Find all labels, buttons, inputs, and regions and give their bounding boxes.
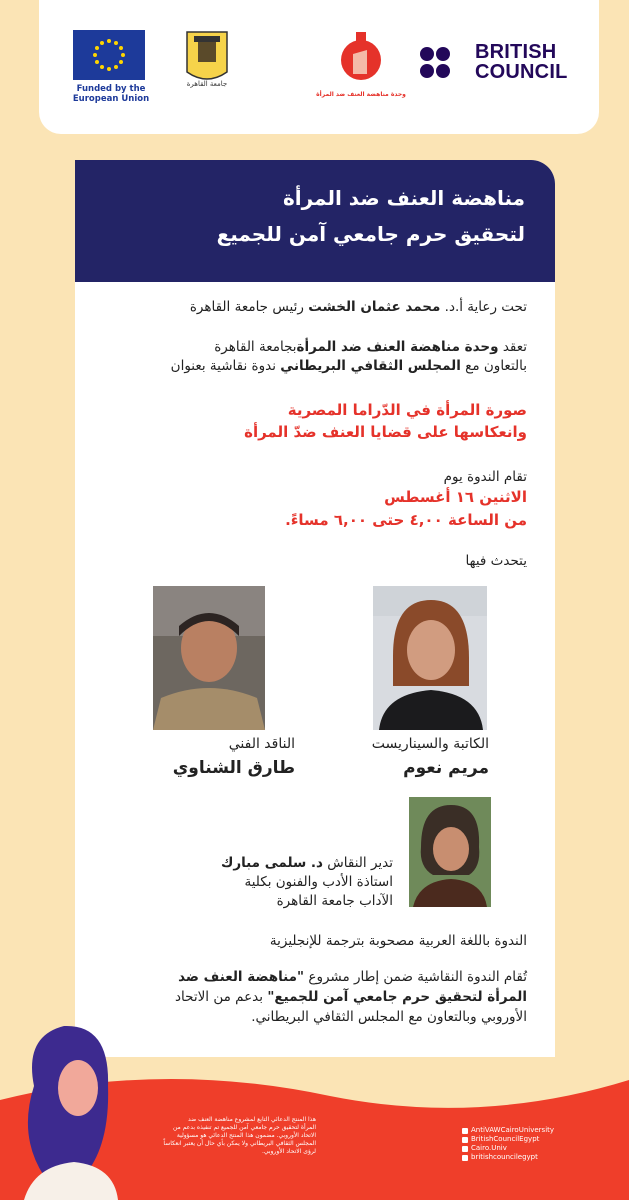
speaker-photo-tarek [153,586,265,730]
eu-caption: Funded by the European Union [72,84,150,104]
social-handle: Cairo.Univ [471,1144,507,1152]
instagram-icon [462,1155,468,1161]
speaker-role-mariam: الكاتبة والسيناريست [371,736,489,752]
footer-disclaimer [86,1116,316,1156]
moderator-prefix: تدير النقاش [327,855,393,871]
moderator-name: د. سلمى مبارك [220,855,323,871]
disclaimer-line: المجلس الثقافي البريطاني ولا يمكن بأي حال أن يعتبر انعكاساً [163,1140,316,1147]
social-handle: AntiVAWCairoUniversity [471,1126,555,1134]
project-name-part1: "مناهضة العنف ضد [178,969,305,985]
banner-title-line2: لتحقيق حرم جامعي آمن للجميع [216,222,525,246]
vaw-unit-logo-icon [316,30,406,106]
organizer-partner: المجلس الثقافي البريطاني [280,358,461,374]
speaker-name-mariam: مريم نعوم [403,758,489,778]
event-card [75,160,555,1057]
social-item-instagram-bc[interactable] [462,1153,554,1162]
patronage-prefix: تحت رعاية أ.د. [444,299,527,315]
header-logos [39,0,599,134]
british-council-line2: COUNCIL [475,61,568,83]
vaw-logo-text: وحدة مناهضة العنف ضد المرأة [316,91,406,98]
organizer-line2 [171,357,527,376]
social-handle: britishcouncilegypt [471,1153,538,1161]
cairo-university-logo-icon [184,28,230,90]
organizer-with: بالتعاون مع [465,358,527,374]
cairo-university-logo-text: جامعة القاهرة [186,80,228,88]
speakers-intro: يتحدث فيها [465,553,527,569]
patronage-name: محمد عثمان الخشت [308,299,441,315]
speaker-photo-mariam [373,586,487,730]
disclaimer-line: هذا المنتج الدعائي التابع لمشروع مناهضة العنف ضد [187,1116,316,1123]
event-date: الاثنين ١٦ أغسطس [384,488,527,506]
facebook-icon [462,1146,468,1152]
facebook-icon [462,1137,468,1143]
disclaimer-line: لرؤى الاتحاد الأوروبي. [261,1148,316,1155]
topic-line2: وانعكاسها على قضايا العنف ضدّ المرأة [244,423,527,441]
language-note: الندوة باللغة العربية مصحوبة بترجمة للإنجليزية [269,933,527,949]
project-note-line3: الأوروبي وبالتعاون مع المجلس الثقافي البريطاني. [251,1009,527,1025]
organizer-university: بجامعة القاهرة [214,339,297,355]
disclaimer-line: المرأة لتحقيق حرم جامعي آمن للجميع تم تنفيذه بدعم من [172,1124,316,1131]
organizer-unit: وحدة مناهضة العنف ضد المرأة [296,339,499,355]
banner-title-line1: مناهضة العنف ضد المرأة [282,186,525,210]
moderator-photo [409,797,491,907]
british-council-wordmark [475,42,568,82]
project-name-part2: المرأة لتحقيق حرم جامعي آمن للجميع" [267,989,527,1005]
facebook-icon [462,1128,468,1134]
topic-line1: صورة المرأة في الدّراما المصرية [287,401,527,419]
moderator-line1 [221,854,393,873]
speaker-name-tarek: طارق الشناوي [172,758,295,778]
moderator-line3: الآداب جامعة القاهرة [276,893,393,909]
speaker-role-tarek: الناقد الفني [228,736,295,752]
social-item-facebook-cu[interactable] [462,1144,554,1153]
patronage-suffix: رئيس جامعة القاهرة [189,299,304,315]
date-intro: تقام الندوة يوم [443,469,527,485]
project-note-line1 [178,968,527,987]
event-time: من الساعة ٤,٠٠ حتى ٦,٠٠ مساءً. [285,511,527,529]
social-item-facebook-bc[interactable] [462,1135,554,1144]
title-banner [75,160,555,282]
social-item-facebook-unit[interactable] [462,1126,554,1135]
project-note-intro: تُقام الندوة النقاشية ضمن إطار مشروع [308,969,527,985]
project-note-line2 [175,988,527,1007]
project-support: بدعم من الاتحاد [175,989,264,1005]
social-links [462,1126,554,1162]
organizer-verb: تعقد [502,339,527,355]
patronage-line [190,298,527,317]
british-council-line1: BRITISH [475,41,557,63]
eu-flag-icon [73,30,145,80]
moderator-line2: استاذة الأدب والفنون بكلية [244,874,393,890]
social-handle: BritishCouncilEgypt [471,1135,540,1143]
organizer-event-type: ندوة نقاشية بعنوان [170,358,276,374]
organizer-line1 [214,338,527,357]
british-council-dots-icon [419,46,467,80]
woman-illustration-icon [14,1016,118,1200]
disclaimer-line: الاتحاد الأوروبي. مضمون هذا المنتج الدعائي هو مسؤولية [176,1132,316,1139]
